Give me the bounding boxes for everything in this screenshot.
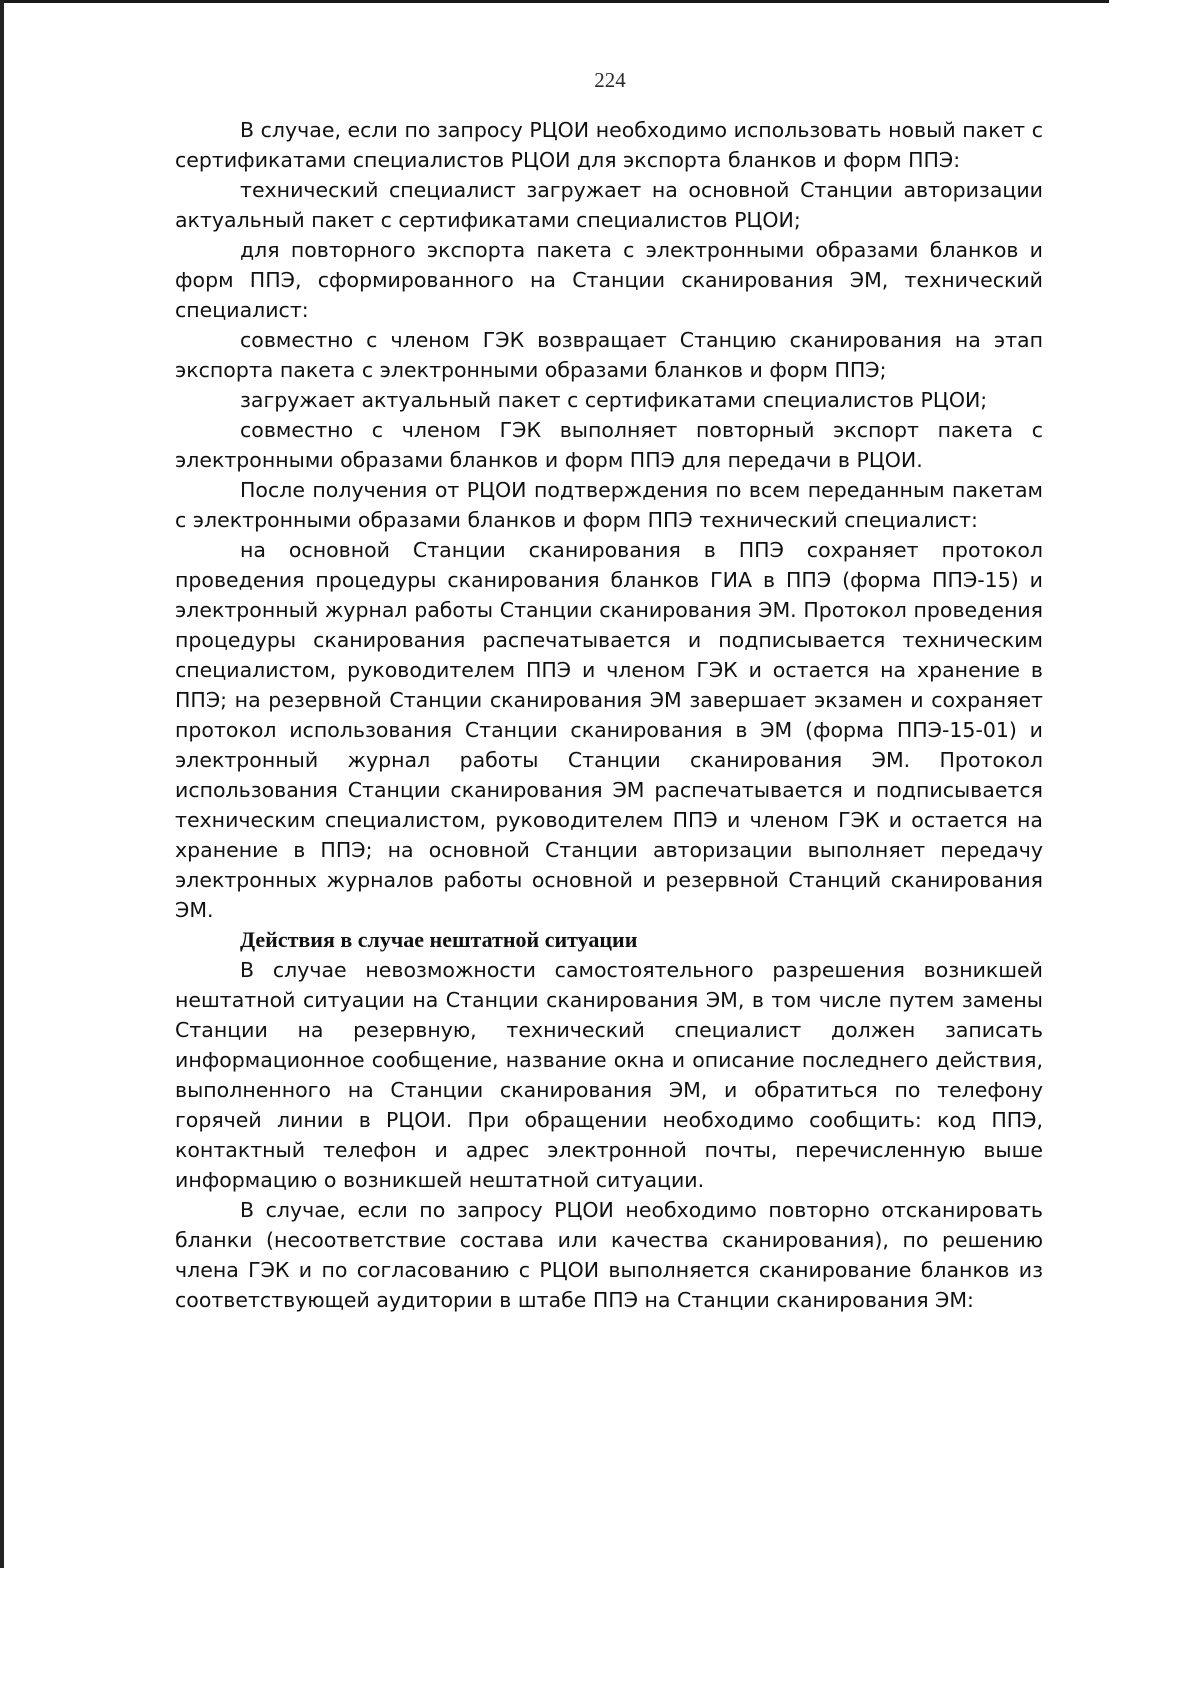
paragraph: В случае невозможности самостоятельного разрешения возникшей нештатной ситуации на Станции сканирования ЭМ, в том числе путем замены Станции на резервную, технический специалист должен записать информационное сообщение, название окна и описание последнего действия, выполненного на Станции сканирования ЭМ, и обратиться по телефону горячей линии в РЦОИ. При обращении необходимо сообщить: код ППЭ, контактный телефон и адрес электронной почты, перечисленную выше информацию о возникшей нештатной ситуации. bbox=[175, 958, 1043, 1192]
paragraph: на основной Станции сканирования в ППЭ сохраняет протокол проведения процедуры сканирования бланков ГИА в ППЭ (форма ППЭ-15) и электронный журнал работы Станции сканирования ЭМ. Протокол проведения процедуры сканирования распечатывается и подписывается техническим специалистом, руководителем ППЭ и членом ГЭК и остается на хранение в ППЭ; на резервной Станции сканирования ЭМ завершает экзамен и сохраняет протокол использования Станции сканирования в ЭМ (форма ППЭ-15-01) и электронный журнал работы Станции сканирования ЭМ. Протокол использования Станции сканирования ЭМ распечатывается и подписывается техническим специалистом, руководителем ППЭ и членом ГЭК и остается на хранение в ППЭ; на основной Станции авторизации выполняет передачу электронных журналов работы основной и резервной Станций сканирования ЭМ. bbox=[175, 538, 1043, 922]
paragraph: загружает актуальный пакет с сертификатами специалистов РЦОИ; bbox=[240, 388, 988, 412]
paragraph: После получения от РЦОИ подтверждения по всем переданным пакетам с электронными образами бланков и форм ППЭ технический специалист: bbox=[175, 478, 1043, 532]
page-number: 224 bbox=[594, 68, 626, 92]
paragraph: В случае, если по запросу РЦОИ необходимо повторно отсканировать бланки (несоответствие состава или качества сканирования), по решению члена ГЭК и по согласованию с РЦОИ выполняется сканирование бланков из соответствующей аудитории в штабе ППЭ на Станции сканирования ЭМ: bbox=[175, 1198, 1043, 1312]
paragraph: технический специалист загружает на основной Станции авторизации актуальный пакет с сертификатами специалистов РЦОИ; bbox=[175, 178, 1043, 232]
document-body bbox=[175, 115, 1043, 1315]
section-heading: Действия в случае нештатной ситуации bbox=[240, 927, 638, 952]
paragraph: для повторного экспорта пакета с электронными образами бланков и форм ППЭ, сформированного на Станции сканирования ЭМ, технический специалист: bbox=[175, 238, 1043, 322]
scan-edge-top bbox=[0, 0, 1109, 3]
paragraph: совместно с членом ГЭК возвращает Станцию сканирования на этап экспорта пакета с электронными образами бланков и форм ППЭ; bbox=[175, 328, 1043, 382]
scan-edge-left bbox=[0, 0, 4, 1568]
paragraph: совместно с членом ГЭК выполняет повторный экспорт пакета с электронными образами бланков и форм ППЭ для передачи в РЦОИ. bbox=[175, 418, 1043, 472]
paragraph: В случае, если по запросу РЦОИ необходимо использовать новый пакет с сертификатами специалистов РЦОИ для экспорта бланков и форм ППЭ: bbox=[175, 118, 1043, 172]
